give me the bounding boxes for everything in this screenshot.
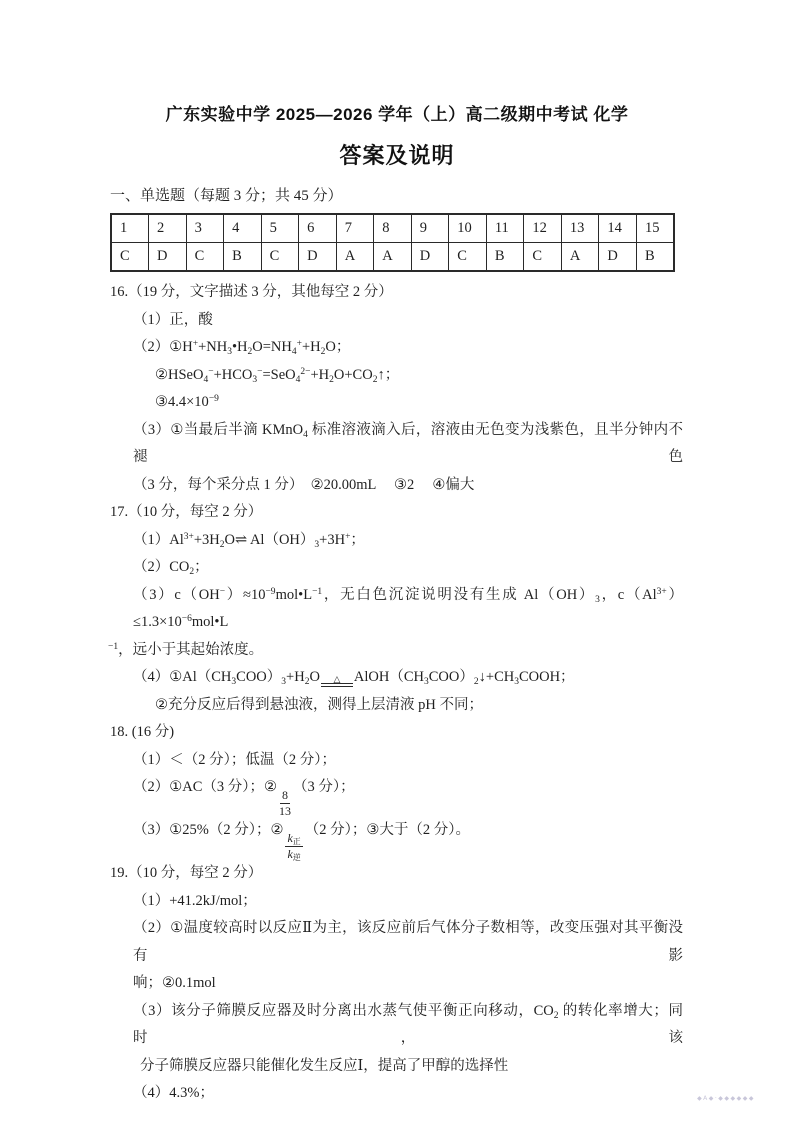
answer-cell-7: A (336, 243, 374, 272)
answer-table-body (111, 214, 674, 271)
heated-equals-sign: △ (321, 675, 353, 687)
question-number-cell-4: 4 (224, 214, 262, 243)
q16-line-1: （1）正，酸 (133, 311, 213, 328)
answer-cell-2: D (149, 243, 187, 272)
question-number-cell-7: 7 (336, 214, 374, 243)
q16-line-6: （3 分，每个采分点 1 分） ②20.00mL ③2 ④偏大 (133, 476, 475, 493)
question-number-cell-1: 1 (111, 214, 149, 243)
q16-line-3: $②HSeO_4^-+HCO_3^-=SeO_4^{2-}+H_2O+CO_2↑$； (155, 366, 400, 385)
question-q16 (110, 279, 683, 499)
answer-table-answer-row (111, 243, 674, 272)
answer-cell-14: D (599, 243, 637, 272)
question-number-cell-9: 9 (411, 214, 449, 243)
q17-line-1: $(1)Al^{3+}+3H_2O\rightleftharpoons$ $Al(OH)_3+3H^+$； (133, 531, 365, 550)
question-number-cell-3: 3 (186, 214, 224, 243)
fraction: $\frac{k_正}{k_逆}$ (287, 831, 301, 862)
answer-cell-1: C (111, 243, 149, 272)
answer-cell-8: A (374, 243, 412, 272)
question-number-cell-6: 6 (299, 214, 337, 243)
q19-line-6: （4）4.3%； (133, 1085, 214, 1102)
answer-cell-4: B (224, 243, 262, 272)
q17-line-3: $(3)c(OH^-)\approx 10^{-9}mol•L^{-1}$，无白色沉淀说明没有生成 $Al(OH)_3$，$c(Al^{3+})\le 1.3\times 10^{-6}mol•L$ (133, 586, 683, 630)
answer-table (110, 213, 675, 272)
question-number-cell-13: 13 (561, 214, 599, 243)
question-number-cell-5: 5 (261, 214, 299, 243)
q19-line-5: 分子筛膜反应器只能催化发生反应Ⅰ，提高了甲醇的选择性 (140, 1057, 509, 1074)
q16-line-2: $(2)①H^++NH_3•H_2O=NH_4^++H_2O$； (133, 339, 351, 357)
q19-line-1: （1）+41.2kJ/mol； (133, 892, 257, 909)
answer-cell-10: C (449, 243, 487, 272)
question-number-cell-2: 2 (149, 214, 187, 243)
answer-cell-11: B (486, 243, 524, 272)
q19-line-2: （2）①温度较高时以反应Ⅱ为主，该反应前后气体分子数相等，改变压强对其平衡没有影 (133, 920, 683, 964)
page-title: 广东实验中学 2025—2026 学年（上）高二级期中考试 化学 (165, 105, 629, 124)
q18-line-2: （2）①AC（3 分）；② $\frac{8}{13}$ （3 分）； (133, 779, 355, 818)
answer-cell-12: C (524, 243, 562, 272)
answer-cell-15: B (636, 243, 674, 272)
question-number-cell-12: 12 (524, 214, 562, 243)
q17-line-2: $(2)CO_2$； (133, 559, 209, 577)
q18-line-1: （1）＜（2 分）；低温（2 分）； (133, 751, 336, 768)
q19-line-3: 响；②0.1mol (133, 975, 216, 992)
question-number-cell-14: 14 (599, 214, 637, 243)
fraction: $\frac{8}{13}$ (279, 788, 292, 818)
q16-line-0: 16.（19 分，文字描述 3 分，其他每空 2 分） (110, 284, 393, 300)
answer-cell-3: C (186, 243, 224, 272)
question-number-cell-8: 8 (374, 214, 412, 243)
document-content (110, 185, 683, 1108)
answer-cell-9: D (411, 243, 449, 272)
question-number-cell-15: 15 (636, 214, 674, 243)
q18-line-0: 18. (16 分) (110, 724, 175, 740)
q18-line-3: （3）①25%（2 分）；② $\frac{k_正}{k_逆}$ （2 分）；③大于（2 分）。 (133, 822, 471, 862)
watermark: ◆A◆·◆◆◆◆◆◆ (697, 1095, 755, 1102)
question-q19 (110, 860, 683, 1108)
q17-line-4: $^{-1}$，远小于其起始浓度。 (108, 641, 264, 658)
q19-line-0: 19.（10 分，每空 2 分） (110, 865, 263, 882)
answer-cell-5: C (261, 243, 299, 272)
page-subtitle: 答案及说明 (339, 143, 455, 168)
answer-cell-13: A (561, 243, 599, 272)
question-q17 (110, 499, 683, 719)
question-number-cell-11: 11 (486, 214, 524, 243)
answer-table-number-row (111, 214, 674, 243)
question-q18 (110, 719, 683, 860)
q16-line-4: $③4.4\times 10^{-9}$ (155, 394, 219, 410)
answers-list (110, 279, 683, 1108)
q17-line-0: 17.（10 分，每空 2 分） (110, 504, 263, 520)
q16-line-5: （3）①当最后半滴 KMnO$_4$ 标准溶液滴入后，溶液由无色变为浅紫色，且半分钟内不褪色 (133, 421, 683, 465)
answer-cell-6: D (299, 243, 337, 272)
q19-line-4: （3）该分子筛膜反应器及时分离出水蒸气使平衡正向移动，$CO_2$ 的转化率增大；同时，该 (133, 1002, 684, 1047)
q17-line-5: $(4)①Al(CH_3COO)_3+H_2O$ △ $AlOH(CH_3COO)_2↓+CH_3COOH$； (133, 669, 575, 687)
question-number-cell-10: 10 (449, 214, 487, 243)
q17-line-6: ②充分反应后得到悬浊液，测得上层清液 pH 不同； (155, 696, 483, 713)
section-header: 一、单选题（每题 3 分；共 45 分） (110, 188, 343, 204)
